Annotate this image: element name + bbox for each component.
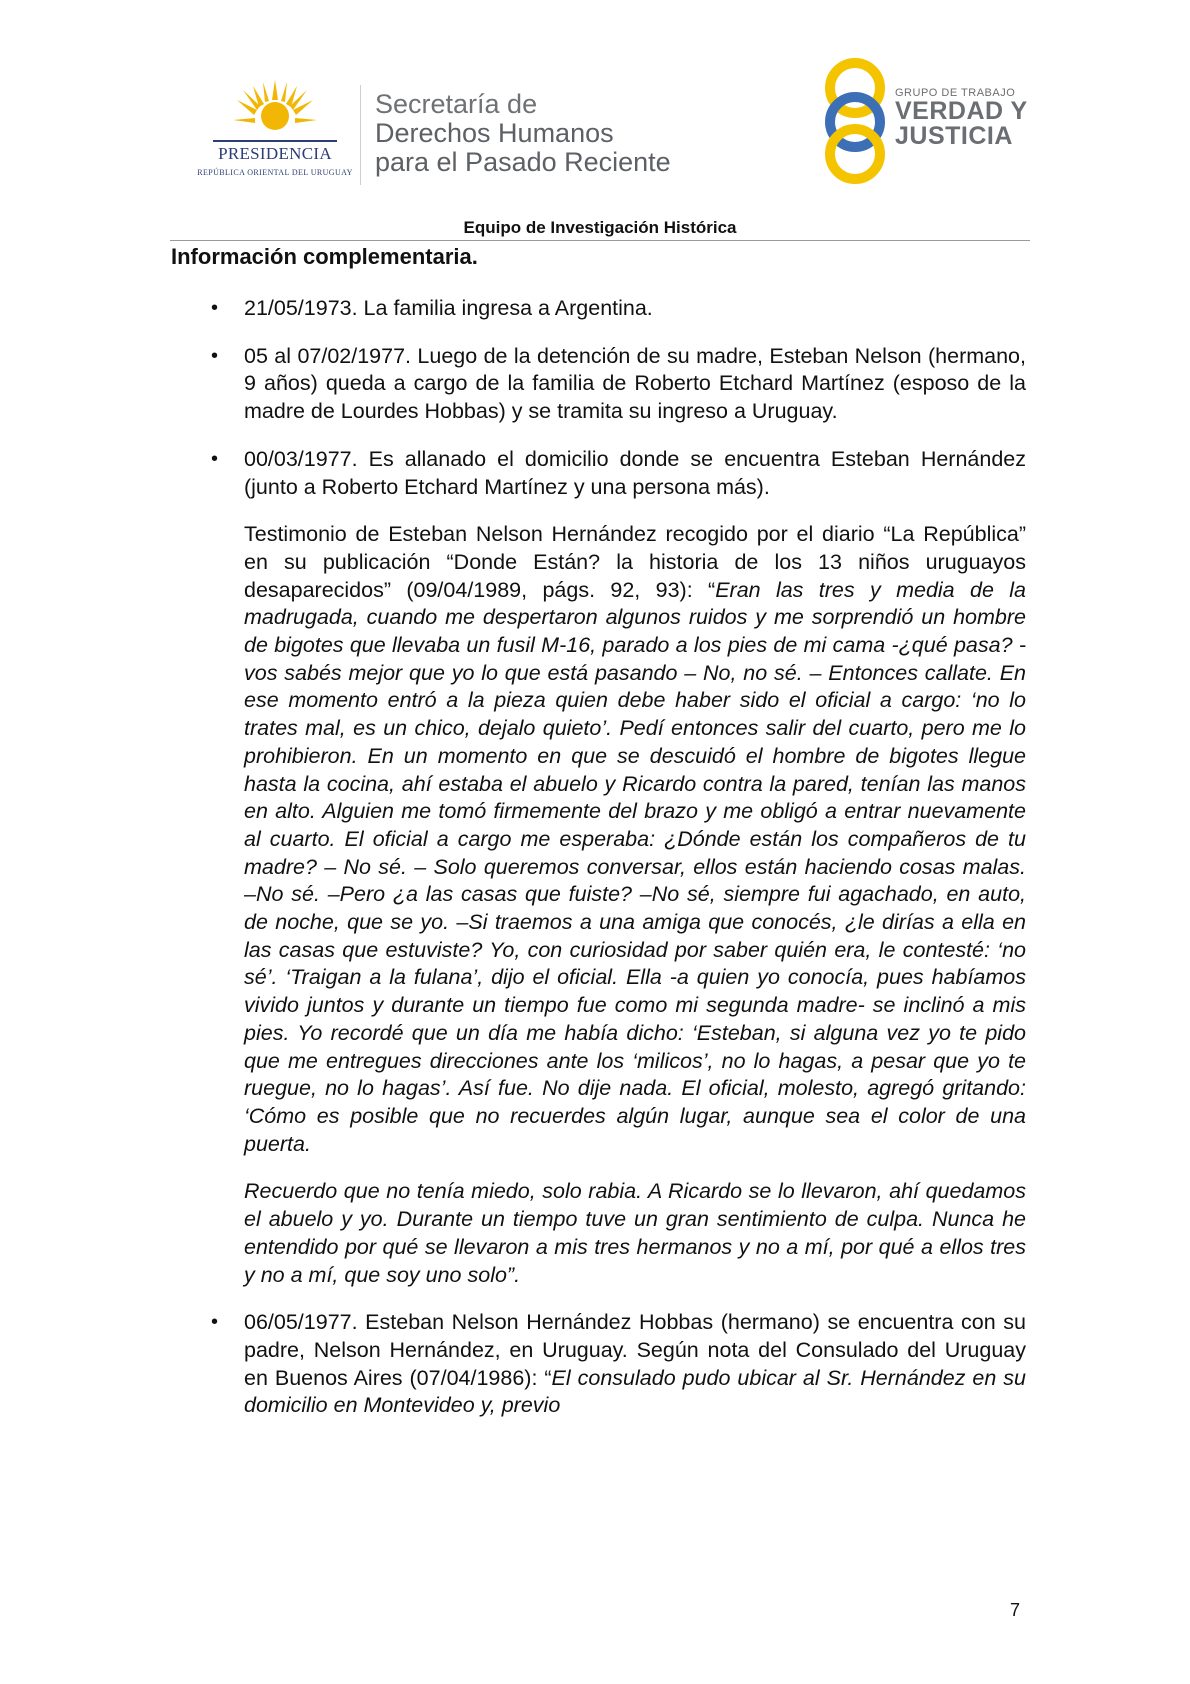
gtvj-small-label: GRUPO DE TRABAJO — [895, 87, 1016, 99]
gtvj-line-1: VERDAD Y — [895, 97, 1028, 125]
secretaria-line-1: Secretaría de — [375, 89, 538, 119]
consulado-quote: El consulado pudo ubicar al Sr. Hernández en su domicilio en Montevideo y, previo — [244, 1365, 1026, 1418]
presidencia-logo — [195, 80, 355, 180]
bullet: • — [211, 447, 219, 470]
list-item — [211, 446, 1026, 501]
testimony-quote-continued: Recuerdo que no tenía miedo, solo rabia. A Ricardo se lo llevaron, ahí quedamos el abuelo y yo. Durante un tiempo tuve un gran sentimiento de culpa. Nunca he entendido por qué se llevaron a mis tres hermanos y no a mí, por qué a ellos tres y no a mí, que soy uno solo”. — [244, 1179, 1026, 1287]
gtvj-line-2: JUSTICIA — [895, 122, 1013, 150]
list-item-text: 06/05/1977. Esteban Nelson Hernández Hobbas (hermano) se encuentra con su padre, Nelson Hernández, en Uruguay. Según nota del Consulado del Uruguay en Buenos Aires (07/04/1986): “ — [244, 1310, 1026, 1390]
list-item — [211, 1309, 1026, 1420]
bullet: • — [211, 344, 219, 367]
presidencia-rule — [213, 140, 337, 142]
verdad-justicia-logo — [820, 55, 1060, 185]
header-rule — [170, 240, 1030, 241]
verdad-justicia-text — [895, 87, 1028, 149]
testimony-paragraph-2 — [244, 1178, 1026, 1289]
document-body — [211, 295, 1026, 1440]
testimony-quote: Eran las tres y media de la madrugada, cuando me despertaron algunos ruidos y me sorprendió un hombre de bigotes que llevaba un fusil M-16, parado a los pies de mi cama -¿qué pasa? - vos sabés mejor que yo lo que está pasando – No, no sé. – Entonces callate. En ese momento entró a la pieza quien debe haber sido el oficial a cargo: ‘no lo trates mal, es un chico, dejalo quieto’. Pedí entonces salir del cuarto, pero me lo prohibieron. En un momento en que se descuidó el hombre de bigotes llegue hasta la cocina, ahí estaba el abuelo y Ricardo contra la pared, tenían las manos en alto. Alguien me tomó firmemente del brazo y me obligó a entrar nuevamente al cuarto. El oficial a cargo me esperaba: ¿Dónde están los compañeros de tu madre? – No sé. – Solo queremos conversar, ellos están haciendo cosas malas. –No sé. –Pero ¿a las casas que fuiste? –No sé, siempre fui agachado, en auto, de noche, que se yo. –Si traemos a una amiga que conocés, ¿le dirías a ella en las casas que estuviste? Yo, con curiosidad por saber quién era, le contesté: ‘no sé’. ‘Traigan a la fulana’, dijo el oficial. Ella -a quien yo conocía, pues habíamos vivido juntos y durante un tiempo fue como mi segunda madre- se inclinó a mis pies. Yo recordé que un día me había dicho: ‘Esteban, si alguna vez yo te pido que me entregues direcciones ante los ‘milicos’, no lo hagas, a pesar que yo te ruegue, no lo hagas’. Así fue. No dije nada. El oficial, molesto, agregó gritando: ‘Cómo es posible que no recuerdes algún lugar, aunque sea el color de una puerta. — [244, 577, 1026, 1156]
bullet: • — [211, 1311, 219, 1334]
team-heading: Equipo de Investigación Histórica — [463, 218, 737, 237]
list-item — [211, 343, 1026, 426]
secretaria-line-3: para el Pasado Reciente — [375, 147, 671, 177]
linked-rings-icon — [820, 55, 890, 185]
secretaria-title — [375, 90, 671, 177]
list-item — [211, 295, 1026, 323]
bullet: • — [211, 297, 219, 319]
page-number: 7 — [1010, 1600, 1021, 1620]
sun-emblem-icon — [233, 80, 317, 138]
secretaria-line-2: Derechos Humanos — [375, 118, 614, 148]
list-item-text: 00/03/1977. Es allanado el domicilio donde se encuentra Esteban Hernández (junto a Roberto Etchard Martínez y una persona más). — [244, 446, 1026, 499]
list-item-text: 21/05/1973. La familia ingresa a Argentina. — [244, 296, 653, 320]
section-title: Información complementaria. — [171, 244, 478, 269]
presidencia-subtitle: REPÚBLICA ORIENTAL DEL URUGUAY — [197, 168, 353, 177]
list-item-text: 05 al 07/02/1977. Luego de la detención de su madre, Esteban Nelson (hermano, 9 años) queda a cargo de la familia de Roberto Etchard Martínez (esposo de la madre de Lourdes Hobbas) y se tramita su ingreso a Uruguay. — [244, 343, 1026, 424]
page-header — [0, 0, 1190, 215]
testimony-intro: Testimonio de Esteban Nelson Hernández recogido por el diario “La República” en su publicación “Donde Están? la historia de los 13 niños uruguayos desaparecidos” (09/04/1989, págs. 92, 93): “ — [244, 522, 1026, 602]
header-divider — [360, 85, 361, 185]
presidencia-name: PRESIDENCIA — [218, 144, 332, 163]
testimony-paragraph — [244, 521, 1026, 1158]
